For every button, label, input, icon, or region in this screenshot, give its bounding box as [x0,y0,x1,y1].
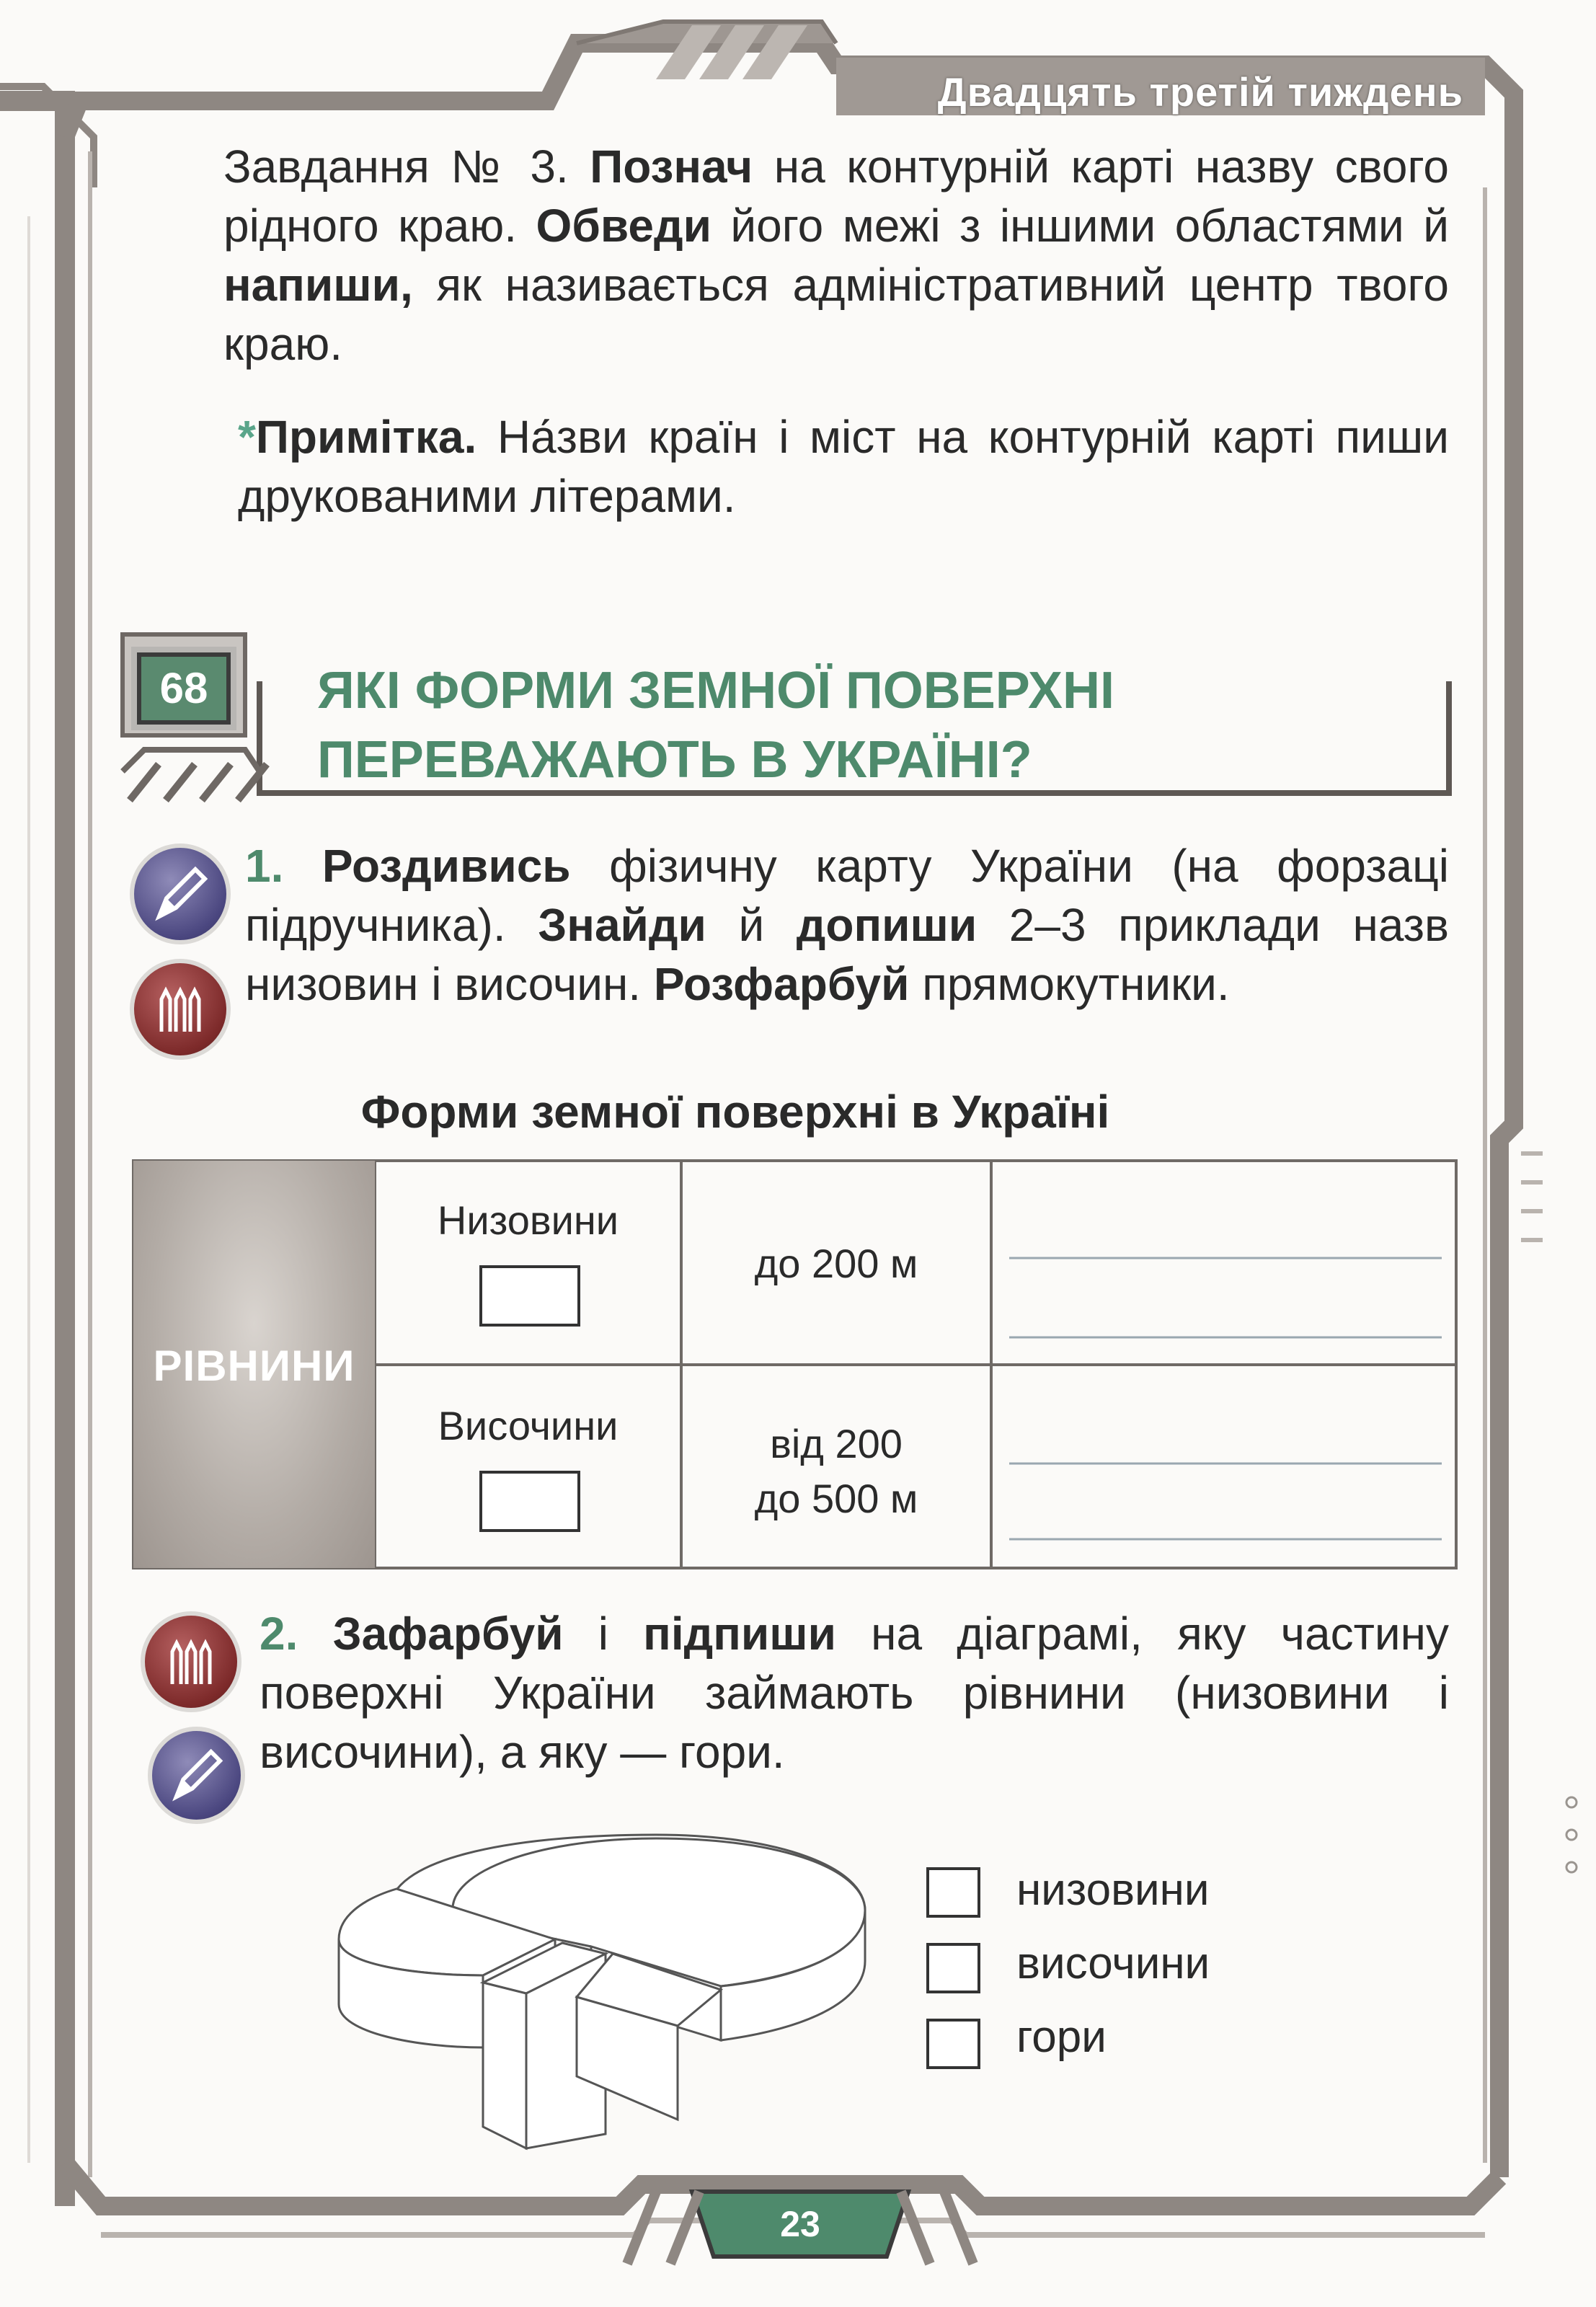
lowlands-answer-area[interactable] [995,1168,1453,1363]
task-2-verb-sign: підпиши [643,1608,836,1660]
row-uplands-height [685,1417,988,1526]
note-star: * [238,411,256,463]
legend-box-mountains[interactable] [926,2019,980,2069]
note-text: На́зви країн і міст на контурній карті пиши друкованими літерами. [238,411,1450,522]
row-uplands-name: Височини [438,1403,619,1448]
task-1-verb-color: Розфарбуй [653,958,910,1010]
task-3-label: Завдання № 3. [223,141,569,192]
task-2-text [260,1604,1449,1781]
section-number: 68 [137,652,231,725]
legend-label-mountains: гори [1016,2012,1107,2062]
task-2-verb-color: Зафарбуй [332,1608,564,1660]
task-1-text-1: фізичну карту України (на форзаці підручника). [245,840,1450,951]
legend-box-uplands[interactable] [926,1943,980,1993]
section-title-line-2: ПЕРЕВАЖАЮТЬ В УКРАЇНІ? [317,731,1032,789]
task-1-text-4: прямокутники. [922,958,1230,1010]
row-uplands-height-line-2: до 500 м [754,1476,918,1521]
task-2-number: 2. [260,1608,298,1660]
plains-group-label: РІВНИНИ [153,1342,355,1390]
task-3-verb-write: напиши, [223,259,413,311]
colored-pencils-icon [141,1611,241,1712]
uplands-color-box[interactable] [479,1471,580,1532]
task-1-verb-add: допиши [796,899,977,951]
task-1-text-3: 2–3 приклади назв низовин і височин. [245,899,1449,1010]
task-1-text-2: й [738,899,765,951]
table-title: Форми земної поверхні в Україні [360,1086,1110,1138]
task-1-number: 1. [245,840,284,892]
uplands-answer-area[interactable] [995,1370,1453,1564]
note-label: Примітка. [255,411,477,463]
task-2-text-2: на діаграмі, яку частину поверхні України займають рівнини (низовини і височини), а яку — гори. [260,1608,1449,1778]
row-lowlands-name: Низовини [437,1197,619,1243]
chapter-header: Двадцять третій тиждень [937,69,1463,115]
legend-label-uplands: височини [1016,1939,1210,1988]
pencil-icon [130,843,231,944]
task-3-text [223,137,1449,373]
task-3-text-3: як називається адміністративний центр твого краю. [223,259,1450,370]
row-lowlands-height: до 200 м [754,1241,918,1286]
task-1-verb-look: Роздивись [322,840,571,892]
task-1-text [245,836,1449,1014]
page-number: 23 [780,2204,820,2244]
task-1-verb-find: Знайди [538,899,706,951]
task-3-verb-mark: Познач [590,141,753,192]
section-title [317,656,1398,794]
task-2-text-1: і [598,1608,608,1660]
task-3-verb-outline: Обведи [536,200,711,252]
legend-box-lowlands[interactable] [926,1867,980,1918]
pie-diagram[interactable] [317,1831,894,2156]
note [238,407,1449,526]
section-title-line-1: ЯКІ ФОРМИ ЗЕМНОЇ ПОВЕРХНІ [317,662,1115,719]
task-3-text-1: на контурній карті назву свого рідного краю. [223,141,1450,252]
pencil-icon [148,1727,245,1824]
legend-label-lowlands: низовини [1016,1865,1210,1915]
row-uplands-height-line-1: від 200 [770,1421,903,1466]
lowlands-color-box[interactable] [479,1265,580,1327]
task-3-text-2: його межі з іншими областями й [730,200,1450,252]
colored-pencils-icon [130,959,231,1060]
